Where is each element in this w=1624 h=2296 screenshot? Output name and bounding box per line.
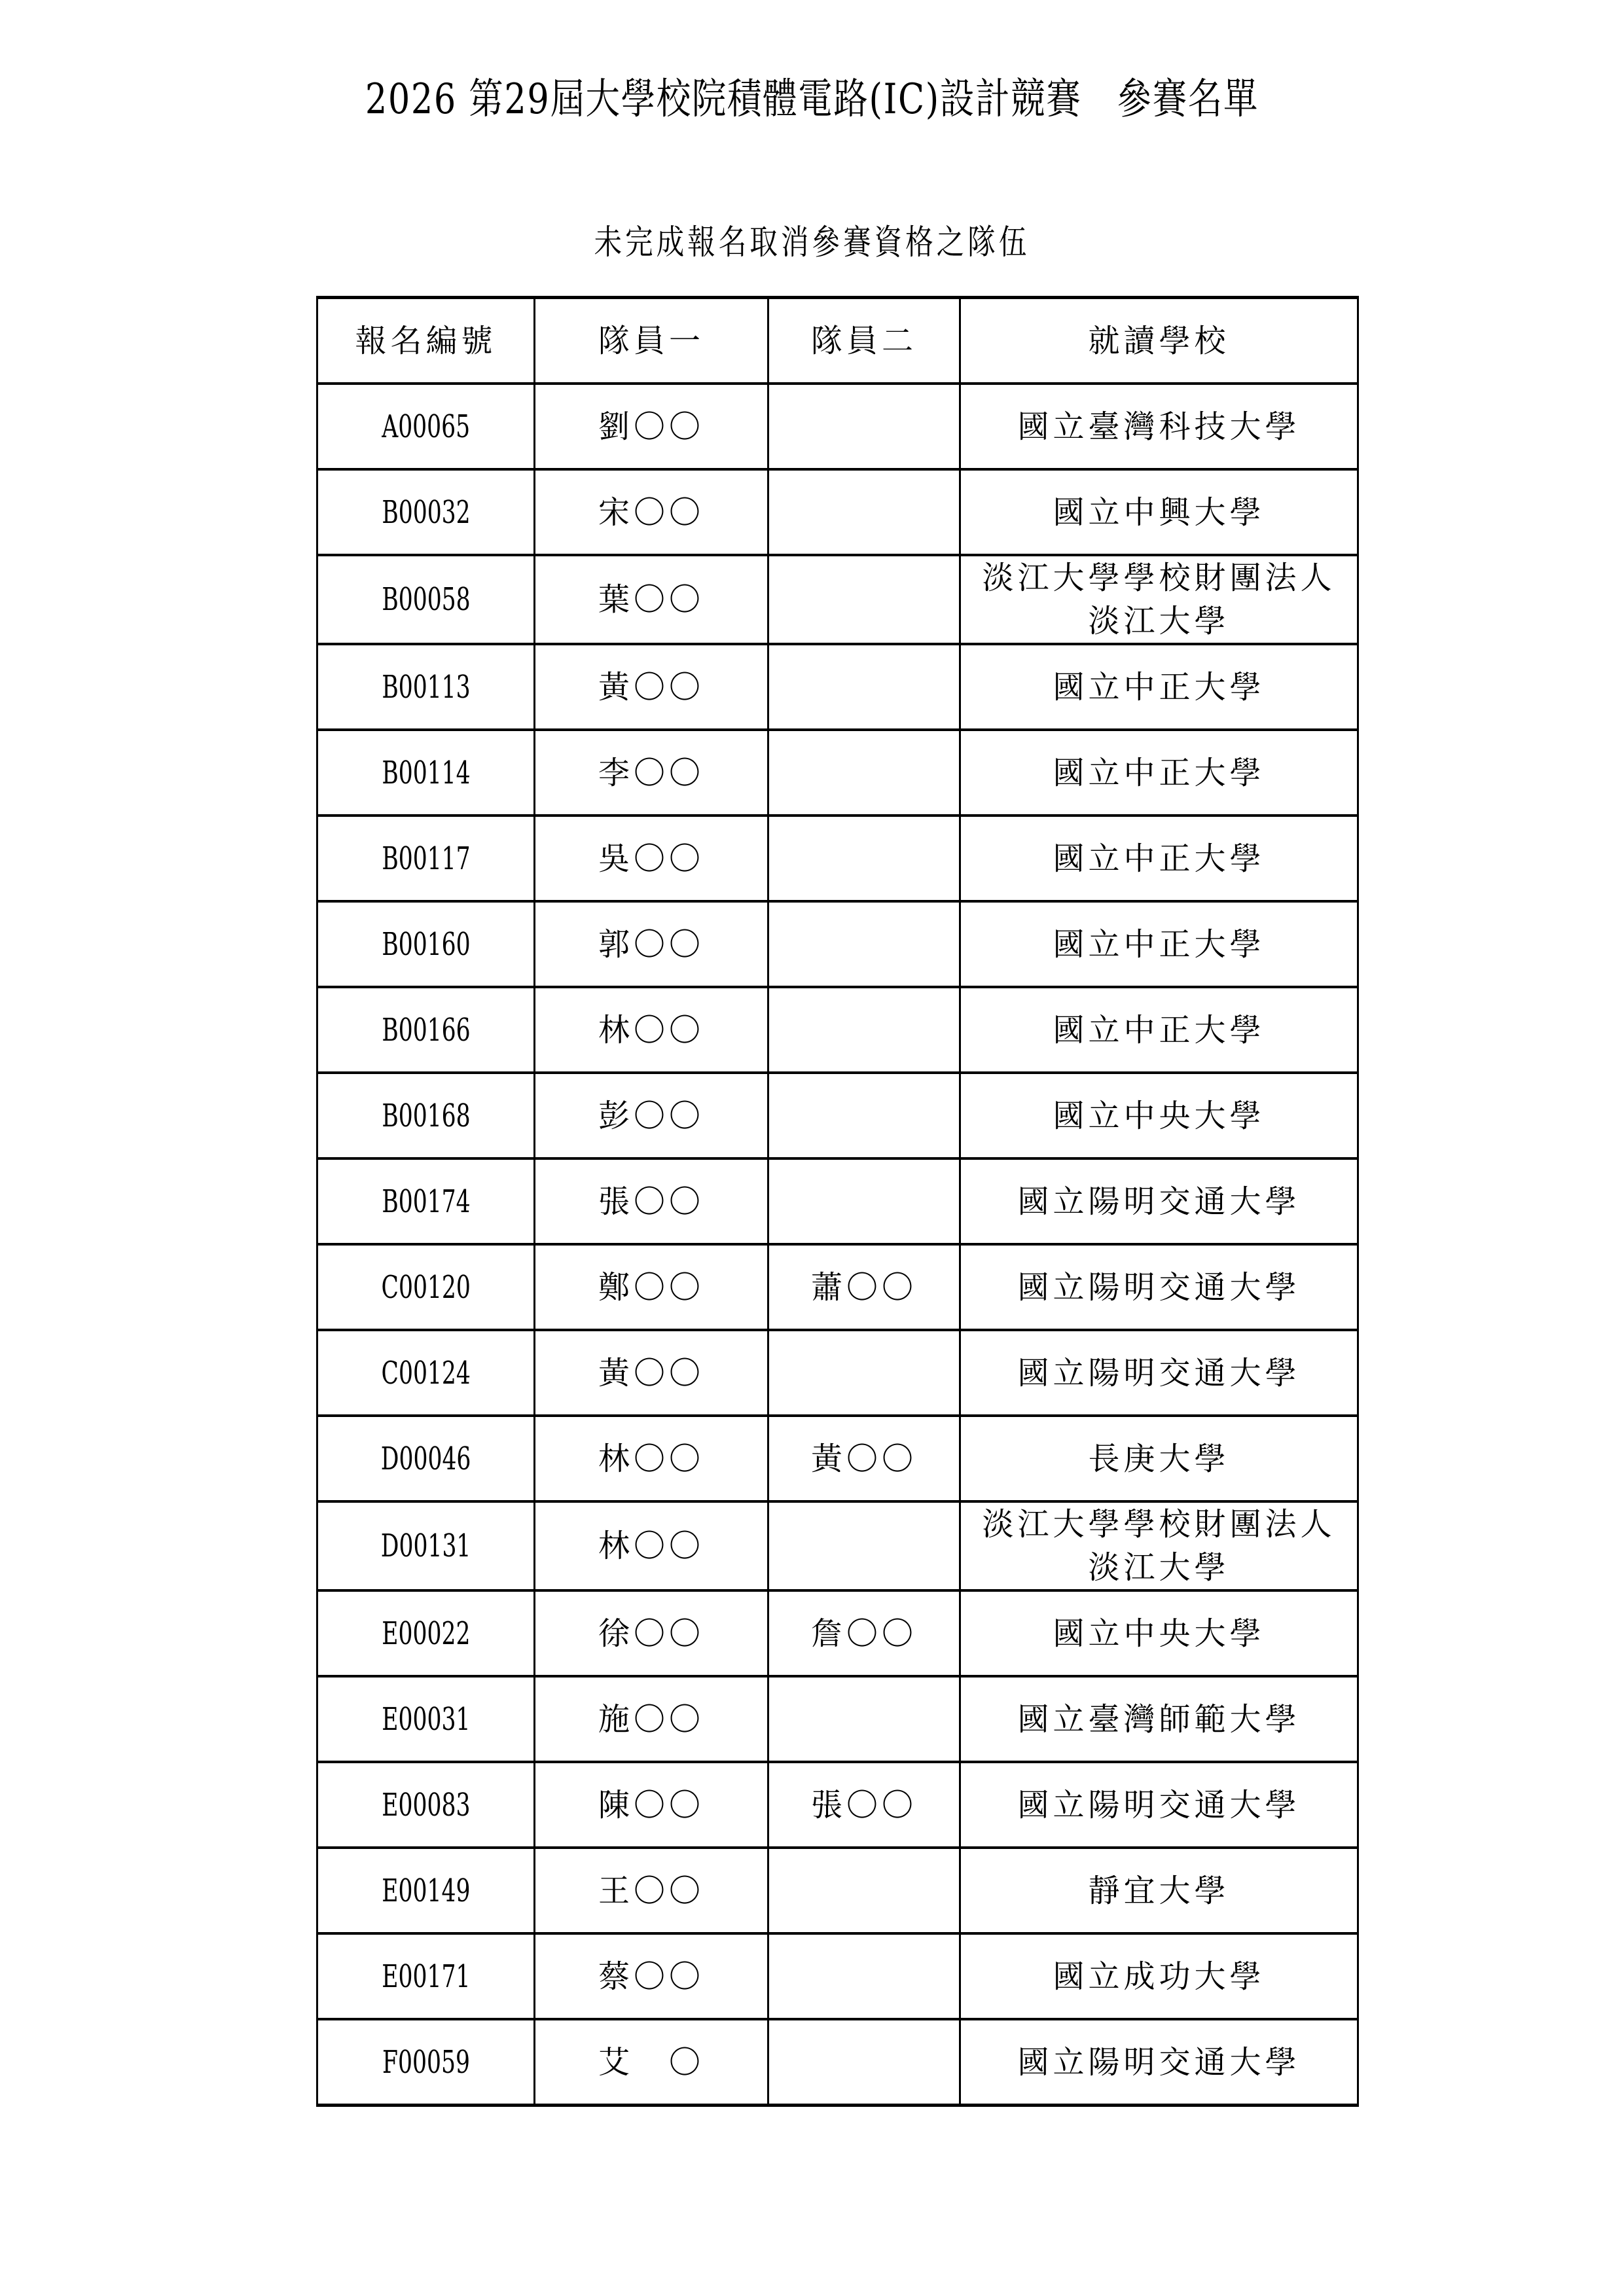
member-two-cell: 黃〇〇 xyxy=(768,1416,960,1501)
member-one-cell: 黃〇〇 xyxy=(535,1330,768,1416)
member-two-cell xyxy=(768,730,960,816)
table-header-row xyxy=(317,298,1358,384)
school-cell: 國立中正大學 xyxy=(960,901,1358,987)
member-one-cell: 林〇〇 xyxy=(535,1416,768,1501)
registration-id-cell: B00168 xyxy=(317,1073,535,1158)
school-cell: 國立陽明交通大學 xyxy=(960,1762,1358,1848)
member-two-cell xyxy=(768,901,960,987)
school-cell: 國立陽明交通大學 xyxy=(960,1158,1358,1244)
table-row xyxy=(317,1848,1358,1933)
member-two-cell xyxy=(768,1676,960,1762)
member-two-cell xyxy=(768,1073,960,1158)
school-cell: 國立臺灣師範大學 xyxy=(960,1676,1358,1762)
registration-id-cell: D00131 xyxy=(317,1501,535,1590)
table-row xyxy=(317,1501,1358,1590)
registration-id-cell: B00166 xyxy=(317,987,535,1073)
table-row xyxy=(317,730,1358,816)
document-subtitle: 未完成報名取消參賽資格之隊伍 xyxy=(594,223,1030,262)
registration-id-cell: B00032 xyxy=(317,469,535,555)
member-one-cell: 林〇〇 xyxy=(535,1501,768,1590)
table-row xyxy=(317,1158,1358,1244)
member-one-cell: 劉〇〇 xyxy=(535,384,768,469)
member-one-cell: 鄭〇〇 xyxy=(535,1244,768,1330)
table-row xyxy=(317,1676,1358,1762)
member-two-cell: 張〇〇 xyxy=(768,1762,960,1848)
table-row xyxy=(317,555,1358,644)
member-one-cell: 蔡〇〇 xyxy=(535,1933,768,2019)
member-one-cell: 吳〇〇 xyxy=(535,816,768,901)
member-one-cell: 艾 〇 xyxy=(535,2019,768,2106)
school-cell: 淡江大學學校財團法人淡江大學 xyxy=(960,555,1358,644)
table-row xyxy=(317,1933,1358,2019)
member-one-cell: 葉〇〇 xyxy=(535,555,768,644)
school-cell: 國立陽明交通大學 xyxy=(960,1244,1358,1330)
table-row xyxy=(317,2019,1358,2106)
registration-id-cell: C00124 xyxy=(317,1330,535,1416)
member-one-cell: 林〇〇 xyxy=(535,987,768,1073)
school-cell: 國立中正大學 xyxy=(960,644,1358,730)
registration-id-cell: E00031 xyxy=(317,1676,535,1762)
table-row xyxy=(317,1244,1358,1330)
table-row xyxy=(317,816,1358,901)
member-two-cell: 蕭〇〇 xyxy=(768,1244,960,1330)
member-two-cell xyxy=(768,555,960,644)
member-two-cell xyxy=(768,987,960,1073)
member-two-cell xyxy=(768,1933,960,2019)
registration-id-cell: D00046 xyxy=(317,1416,535,1501)
member-two-cell xyxy=(768,1158,960,1244)
table-row xyxy=(317,469,1358,555)
school-cell: 國立中央大學 xyxy=(960,1590,1358,1676)
table-row xyxy=(317,384,1358,469)
registration-id-cell: E00171 xyxy=(317,1933,535,2019)
member-one-cell: 黃〇〇 xyxy=(535,644,768,730)
table-row xyxy=(317,644,1358,730)
table-row xyxy=(317,987,1358,1073)
table-row xyxy=(317,1762,1358,1848)
member-one-cell: 宋〇〇 xyxy=(535,469,768,555)
school-cell: 靜宜大學 xyxy=(960,1848,1358,1933)
member-one-cell: 郭〇〇 xyxy=(535,901,768,987)
member-one-cell: 王〇〇 xyxy=(535,1848,768,1933)
school-cell: 國立中央大學 xyxy=(960,1073,1358,1158)
header-member-two: 隊員二 xyxy=(768,298,960,384)
member-two-cell xyxy=(768,1330,960,1416)
registration-id-cell: A00065 xyxy=(317,384,535,469)
school-cell: 國立成功大學 xyxy=(960,1933,1358,2019)
header-school: 就讀學校 xyxy=(960,298,1358,384)
table-row xyxy=(317,1073,1358,1158)
member-two-cell xyxy=(768,1848,960,1933)
table-row xyxy=(317,1416,1358,1501)
table-row xyxy=(317,1590,1358,1676)
member-two-cell xyxy=(768,469,960,555)
member-two-cell xyxy=(768,1501,960,1590)
table-row xyxy=(317,901,1358,987)
member-two-cell xyxy=(768,384,960,469)
member-one-cell: 彭〇〇 xyxy=(535,1073,768,1158)
school-cell: 國立陽明交通大學 xyxy=(960,1330,1358,1416)
member-one-cell: 張〇〇 xyxy=(535,1158,768,1244)
registration-id-cell: E00149 xyxy=(317,1848,535,1933)
school-cell: 長庚大學 xyxy=(960,1416,1358,1501)
registration-id-cell: B00174 xyxy=(317,1158,535,1244)
table-row xyxy=(317,1330,1358,1416)
registration-id-cell: F00059 xyxy=(317,2019,535,2106)
registration-id-cell: B00117 xyxy=(317,816,535,901)
registration-id-cell: B00114 xyxy=(317,730,535,816)
member-two-cell xyxy=(768,644,960,730)
school-cell: 國立中興大學 xyxy=(960,469,1358,555)
member-one-cell: 徐〇〇 xyxy=(535,1590,768,1676)
registration-id-cell: B00160 xyxy=(317,901,535,987)
document-title: 2026 第29屆大學校院積體電路(IC)設計競賽 參賽名單 xyxy=(365,75,1259,124)
member-one-cell: 陳〇〇 xyxy=(535,1762,768,1848)
school-cell: 國立臺灣科技大學 xyxy=(960,384,1358,469)
member-one-cell: 施〇〇 xyxy=(535,1676,768,1762)
header-registration-id: 報名編號 xyxy=(317,298,535,384)
registration-id-cell: B00058 xyxy=(317,555,535,644)
school-cell: 淡江大學學校財團法人淡江大學 xyxy=(960,1501,1358,1590)
registration-id-cell: B00113 xyxy=(317,644,535,730)
registration-id-cell: E00083 xyxy=(317,1762,535,1848)
school-cell: 國立中正大學 xyxy=(960,816,1358,901)
header-member-one: 隊員一 xyxy=(535,298,768,384)
school-cell: 國立中正大學 xyxy=(960,730,1358,816)
registration-id-cell: E00022 xyxy=(317,1590,535,1676)
member-two-cell: 詹〇〇 xyxy=(768,1590,960,1676)
school-cell: 國立中正大學 xyxy=(960,987,1358,1073)
school-cell: 國立陽明交通大學 xyxy=(960,2019,1358,2106)
registration-id-cell: C00120 xyxy=(317,1244,535,1330)
disqualified-teams-table xyxy=(316,296,1359,2107)
member-two-cell xyxy=(768,816,960,901)
member-two-cell xyxy=(768,2019,960,2106)
member-one-cell: 李〇〇 xyxy=(535,730,768,816)
